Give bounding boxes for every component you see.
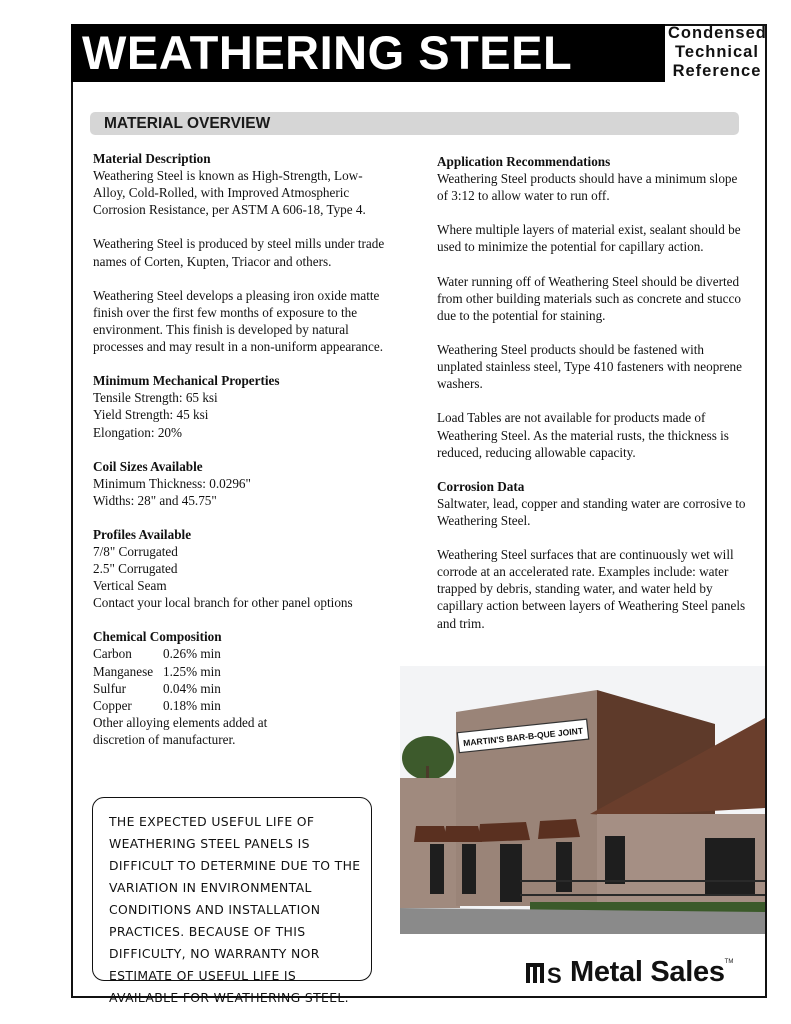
chem-value: 0.04% min: [163, 680, 221, 696]
building-illustration: [400, 666, 765, 934]
chem-element: Carbon: [93, 646, 132, 662]
chem-row: [93, 697, 393, 714]
logo-name: Metal Sales: [570, 955, 725, 988]
profile-line: Vertical Seam: [93, 578, 167, 594]
chem-value: 1.25% min: [163, 663, 221, 679]
chem-value: 0.18% min: [163, 697, 221, 713]
description-paragraph: Weathering Steel develops a pleasing iron oxide matte finish over the first few months of exposure to the environment. This finish is developed by natural processes and may result in a non-uniform appearance.: [93, 287, 384, 355]
right-column: [437, 153, 747, 649]
sign-text: MARTIN'S BAR-B-QUE JOINT: [462, 725, 584, 749]
svg-text:S: S: [547, 963, 562, 987]
chem-element: Copper: [93, 697, 132, 713]
page-title: WEATHERING STEEL: [82, 26, 573, 79]
reference-label: [668, 24, 766, 81]
corrosion-paragraph: Saltwater, lead, copper and standing water are corrosive to Weathering Steel.: [437, 495, 746, 528]
chem-note: Other alloying elements added at discretion of manufacturer.: [93, 714, 268, 747]
chemical-heading: Chemical Composition: [93, 629, 222, 645]
metal-sales-logo: [524, 955, 733, 989]
reference-line-2: Technical: [675, 43, 759, 61]
coil-heading: Coil Sizes Available: [93, 458, 203, 474]
coil-line: Minimum Thickness: 0.0296": [93, 475, 251, 491]
description-paragraph: Weathering Steel is known as High-Strength, Low-Alloy, Cold-Rolled, with Improved Atmospheric Corrosion Resistance, per ASTM A 606-18, Type 4.: [93, 168, 366, 218]
material-description-heading: Material Description: [93, 151, 211, 166]
corrosion-paragraph: Weathering Steel surfaces that are continuously wet will corrode at an accelerated rate. Examples include: water trapped by debris, standing water, and water held by capillary action between layers of Weathering Steel panels and trim.: [437, 547, 746, 631]
warranty-notice-text: THE EXPECTED USEFUL LIFE OF WEATHERING STEEL PANELS IS DIFFICULT TO DETERMINE DUE TO THE VARIATION IN ENVIRONMENTAL CONDITIONS AND INSTALLATION PRACTICES. BECAUSE OF THIS DIFFICULTY, NO WARRANTY NOR ESTIMATE OF USEFUL LIFE IS AVAILABLE FOR WEATHERING STEEL.: [109, 814, 361, 1005]
coil-line: Widths: 28" and 45.75": [93, 492, 217, 508]
application-paragraph: Load Tables are not available for products made of Weathering Steel. As the material rusts, the thickness is reduced, reducing allowable capacity.: [437, 410, 729, 460]
chem-element: Sulfur: [93, 680, 126, 696]
corrosion-heading: Corrosion Data: [437, 478, 525, 494]
left-column: [93, 150, 393, 748]
application-paragraph: Weathering Steel products should have a minimum slope of 3:12 to allow water to run off.: [437, 171, 738, 204]
chem-row: [93, 680, 393, 697]
chem-row: [93, 663, 393, 680]
application-paragraph: Weathering Steel products should be fastened with unplated stainless steel, Type 410 fasteners with neoprene washers.: [437, 342, 742, 392]
application-paragraph: Water running off of Weathering Steel should be diverted from other building materials such as concrete and stucco due to the potential for staining.: [437, 273, 741, 323]
chem-row: [93, 645, 393, 662]
profile-line: 2.5" Corrugated: [93, 561, 178, 577]
application-heading: Application Recommendations: [437, 154, 611, 169]
profile-line: 7/8" Corrugated: [93, 543, 178, 559]
mechanical-line: Elongation: 20%: [93, 424, 183, 440]
profiles-heading: Profiles Available: [93, 526, 192, 542]
chem-element: Manganese: [93, 663, 154, 679]
logo-tm: TM: [724, 959, 734, 965]
ms-logo-icon: [524, 957, 570, 987]
chem-value: 0.26% min: [163, 646, 221, 662]
warranty-notice-box: [92, 797, 372, 1005]
profile-line: Contact your local branch for other panel options: [93, 595, 353, 611]
building-photo: [400, 666, 765, 934]
mechanical-heading: Minimum Mechanical Properties: [93, 373, 280, 389]
mechanical-line: Yield Strength: 45 ksi: [93, 407, 209, 423]
application-paragraph: Where multiple layers of material exist, sealant should be used to minimize the potential for capillary action.: [437, 222, 741, 255]
section-title: MATERIAL OVERVIEW: [104, 115, 271, 132]
mechanical-line: Tensile Strength: 65 ksi: [93, 390, 218, 406]
description-paragraph: Weathering Steel is produced by steel mills under trade names of Corten, Kupten, Triacor and others.: [93, 236, 385, 269]
reference-line-1: Condensed: [668, 24, 767, 42]
reference-line-3: Reference: [672, 62, 762, 80]
